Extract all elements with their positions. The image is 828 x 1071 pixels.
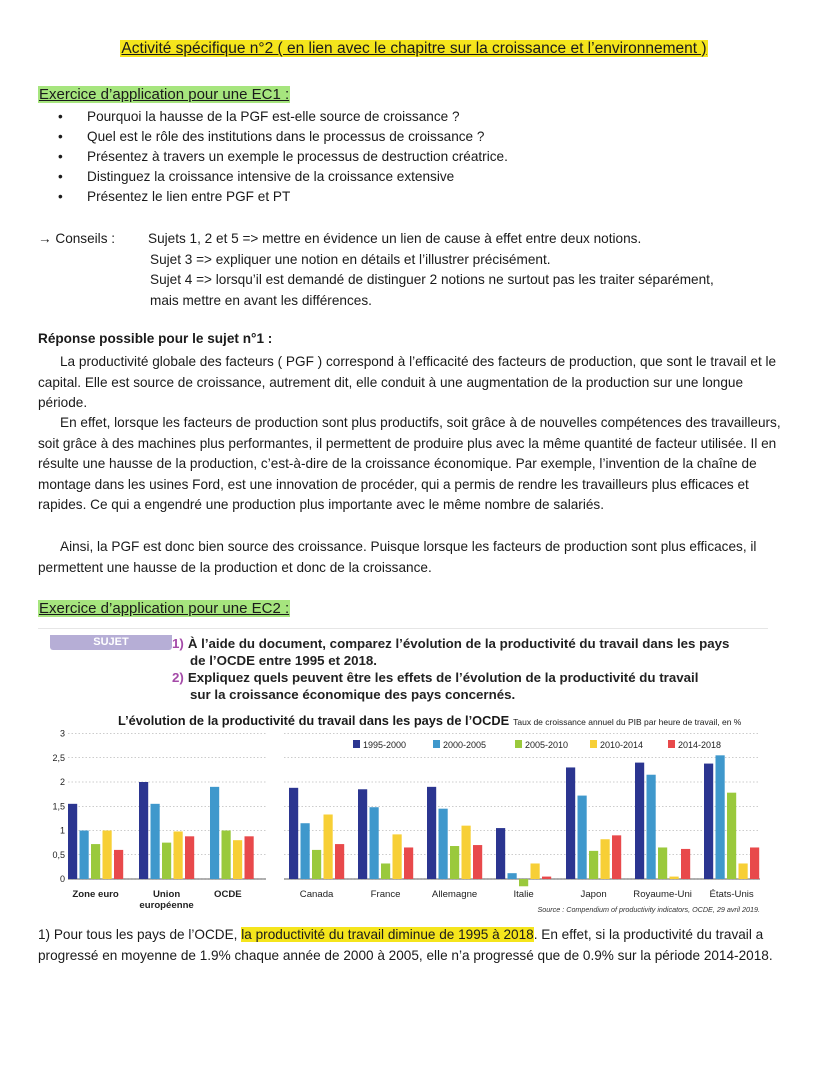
bar xyxy=(162,843,171,879)
y-tick-label: 2 xyxy=(59,777,65,787)
x-tick-label: Union xyxy=(153,889,181,900)
reponse-title: Réponse possible pour le sujet n°1 : xyxy=(38,331,273,346)
bar xyxy=(612,835,621,879)
legend-label: 2000-2005 xyxy=(443,740,487,750)
bar xyxy=(301,823,310,879)
x-tick-label: OCDE xyxy=(213,889,242,900)
chart-subtitle: Taux de croissance annuel du PIB par heure de travail, en % xyxy=(513,717,742,727)
bar xyxy=(658,847,667,879)
bar xyxy=(601,839,610,879)
x-tick-label: Royaume-Uni xyxy=(633,889,692,900)
bar xyxy=(739,863,748,879)
bar xyxy=(114,850,123,879)
bar xyxy=(750,847,759,879)
bar xyxy=(139,782,148,879)
bar xyxy=(519,879,528,886)
x-tick-label: Allemagne xyxy=(431,889,478,900)
y-tick-label: 3 xyxy=(59,728,65,739)
sujet-badge: SUJET xyxy=(50,635,172,650)
reponse-paragraph: La productivité globale des facteurs ( PGF ) correspond à l’efficacité des facteurs de production, que sont le travail et le capital. Elle est source de croissance, autrement dit, elle conduit à une augmentation de la production sur une longue période. xyxy=(38,354,777,410)
document-figure xyxy=(38,628,768,918)
bar xyxy=(531,863,540,879)
bar xyxy=(393,834,402,879)
bar xyxy=(289,788,298,879)
x-tick-label: États-Unis xyxy=(709,889,754,900)
chart-source: Source : Compendium of productivity indicators, OCDE, 29 avril 2019. xyxy=(537,905,760,914)
bar xyxy=(68,804,77,879)
bar xyxy=(381,863,390,879)
x-tick-label: Zone euro xyxy=(72,889,119,900)
x-tick-label: Italie xyxy=(513,889,534,900)
list-item: • Distinguez la croissance intensive de la croissance extensive xyxy=(38,167,508,187)
bar xyxy=(91,844,100,879)
bar xyxy=(312,850,321,879)
ec1-heading: Exercice d’application pour une EC1 : xyxy=(39,86,290,103)
bar xyxy=(473,845,482,879)
bar xyxy=(174,831,183,879)
legend-label: 1995-2000 xyxy=(363,740,407,750)
bar xyxy=(427,787,436,879)
x-tick-label: européenne xyxy=(139,900,194,911)
bar xyxy=(589,851,598,879)
bar xyxy=(647,775,656,879)
legend-swatch xyxy=(433,740,440,748)
y-tick-label: 0 xyxy=(59,874,65,884)
bar xyxy=(578,796,587,879)
conseil-line: Sujet 4 => lorsqu’il est demandé de distinguer 2 notions ne surtout pas les traiter séparément, xyxy=(150,272,714,287)
bar xyxy=(80,831,89,880)
legend-swatch xyxy=(590,740,597,748)
legend-swatch xyxy=(515,740,522,748)
bar xyxy=(496,828,505,879)
list-item: • Quel est le rôle des institutions dans le processus de croissance ? xyxy=(38,127,508,147)
bar xyxy=(635,763,644,879)
list-item: • Pourquoi la hausse de la PGF est-elle source de croissance ? xyxy=(38,107,508,127)
bar xyxy=(370,807,379,879)
conseil-line: Sujet 3 => expliquer une notion en détails et l’illustrer précisément. xyxy=(150,251,551,267)
conseil-line: mais mettre en avant les différences. xyxy=(150,292,372,308)
y-tick-label: 2,5 xyxy=(52,752,65,763)
bar xyxy=(358,789,367,879)
page-title: Activité spécifique n°2 ( en lien avec le chapitre sur la croissance et l’environnement ) xyxy=(121,40,707,57)
bar xyxy=(185,836,194,879)
bar xyxy=(566,767,575,879)
bar xyxy=(324,814,333,879)
ec2-answer: 1) Pour tous les pays de l’OCDE, la productivité du travail diminue de 1995 à 2018. En effet, si la productivité du travail a progressé en moyenne de 1.9% chaque année de 2000 à 2005, elle n’a progressé que de 0.9% sur la période 2014-2018. xyxy=(38,927,773,963)
bar xyxy=(210,787,219,879)
bar xyxy=(151,804,160,879)
bar xyxy=(508,873,517,879)
legend-label: 2014-2018 xyxy=(678,740,722,750)
bar xyxy=(103,831,112,880)
y-tick-label: 1,5 xyxy=(52,801,65,812)
list-item: • Présentez à travers un exemple le processus de destruction créatrice. xyxy=(38,147,508,167)
bar xyxy=(450,846,459,879)
conseils-block xyxy=(38,229,714,311)
legend-label: 2005-2010 xyxy=(525,740,569,750)
x-tick-label: France xyxy=(370,889,401,900)
bar xyxy=(462,826,471,879)
ec1-question-list xyxy=(38,107,508,207)
reponse-paragraph: En effet, lorsque les facteurs de production sont plus productifs, soit grâce à de nouvelles compétences des travailleurs, soit grâce à des machines plus performantes, il permettent de produire plus avec la même quantité de facteur utilisée. Il en résulte une hausse de la production, c’est-à-dire de la croissance économique. Par exemple, l’invention de la chaîne de montage dans les usines Ford, est une innovation de procéder, qui a permis de rendre les travailleurs plus efficaces et rapides. Ce qui a engendré une production plus importante avec le même nombre de salariés. xyxy=(38,415,781,512)
bar-chart xyxy=(38,629,768,918)
x-tick-label: Canada xyxy=(299,889,334,900)
bar xyxy=(716,755,725,879)
legend-swatch xyxy=(353,740,360,748)
bar xyxy=(670,877,679,879)
chart-title: L’évolution de la productivité du travail dans les pays de l’OCDE Taux de croissance annuel du PIB par heure de travail, en % xyxy=(118,713,742,728)
legend-swatch xyxy=(668,740,675,748)
bar xyxy=(542,877,551,879)
answer-highlight: la productivité du travail diminue de 1995 à 2018 xyxy=(241,927,534,942)
y-tick-label: 1 xyxy=(59,825,65,836)
bar xyxy=(233,840,242,879)
reponse-paragraph: Ainsi, la PGF est donc bien source des croissance. Puisque lorsque les facteurs de production sont plus efficaces, il permettent une hausse de la production et donc de la croissance. xyxy=(38,539,757,575)
bar xyxy=(222,831,231,880)
conseil-line: Sujets 1, 2 et 5 => mettre en évidence un lien de cause à effet entre deux notions. xyxy=(148,231,642,246)
bar xyxy=(335,844,344,879)
conseils-label: → Conseils : xyxy=(38,231,116,246)
bar xyxy=(681,849,690,879)
y-tick-label: 0,5 xyxy=(52,849,65,860)
bar xyxy=(404,847,413,879)
list-item: • Présentez le lien entre PGF et PT xyxy=(38,187,508,207)
ec2-heading: Exercice d’application pour une EC2 : xyxy=(39,600,290,617)
sujet-question-2: 2) Expliquez quels peuvent être les effets de l’évolution de la productivité du travail sur la croissance économique des pays concernés. xyxy=(172,670,699,702)
sujet-question-1: 1) À l’aide du document, comparez l’évolution de la productivité du travail dans les pays de l’OCDE entre 1995 et 2018. xyxy=(172,636,730,668)
x-tick-label: Japon xyxy=(580,889,607,900)
bar xyxy=(727,793,736,879)
bar xyxy=(704,764,713,879)
bar xyxy=(245,836,254,879)
bar xyxy=(439,809,448,879)
legend-label: 2010-2014 xyxy=(600,740,644,750)
